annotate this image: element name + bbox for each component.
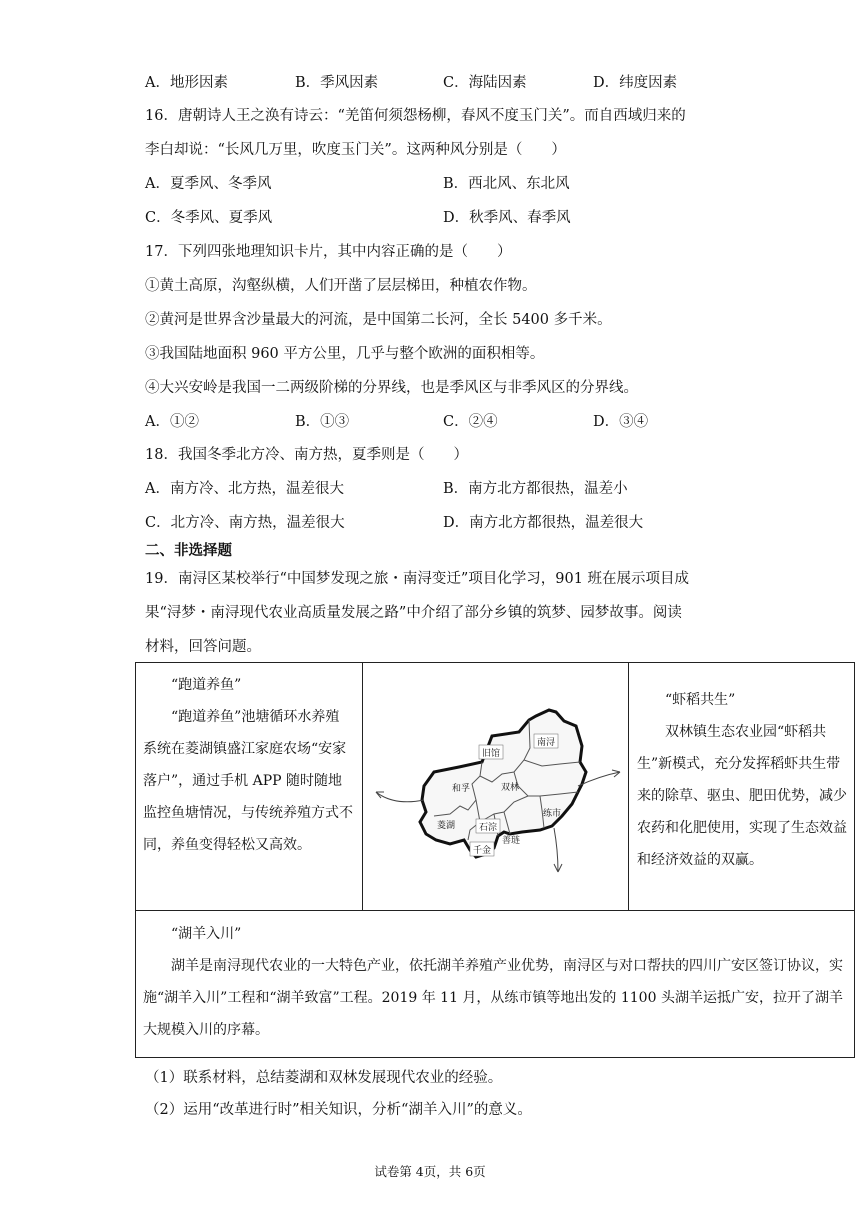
q18-option-a: A．南方冷、北方热，温差很大 [145,481,344,497]
left-cell-title: “跑道养鱼” [171,677,242,693]
q17-item-3: ③我国陆地面积 960 平方公里，几乎与整个欧洲的面积相等。 [145,346,545,362]
q15-option-a: A．地形因素 [145,75,228,91]
q16-option-d: D．秋季风、春季风 [443,210,571,226]
map-label-shuanglin: 双林 [500,783,520,793]
left-cell [143,669,353,861]
map-label-linghu: 菱湖 [436,821,456,831]
bottom-cell [143,918,848,1046]
table-divider [362,662,363,911]
q17-item-2: ②黄河是世界含沙量最大的河流，是中国第二长河，全长 5400 多千米。 [145,312,612,328]
right-cell [637,684,849,876]
map-label-hefu: 和孚 [451,784,471,794]
map-label-nanxun: 南浔 [536,738,556,748]
q17-option-a: A．①② [145,414,199,430]
map-label-lianshi: 练市 [542,809,562,819]
nanxun-map [364,664,626,909]
bottom-cell-text: 湖羊是南浔现代农业的一大特色产业，依托湖羊养殖产业优势，南浔区与对口帮扶的四川广安区签订协议，实施“湖羊入川”工程和“湖羊致富”工程。2019 年 11 月，从练市镇等地出发的 1100 头湖羊运抵广安，拉开了湖羊大规模入川的序幕。 [143,958,843,1038]
section-heading: 二、非选择题 [145,542,232,559]
q17-option-c: C．②④ [443,414,498,430]
q15-option-d: D．纬度因素 [593,75,678,91]
q19-subquestion-1: （1）联系材料，总结菱湖和双林发展现代农业的经验。 [145,1070,503,1086]
q19-stem-line1: 19．南浔区某校举行“中国梦发现之旅・南浔变迁”项目化学习，901 班在展示项目成 [145,571,690,587]
q17-item-4: ④大兴安岭是我国一二两级阶梯的分界线，也是季风区与非季风区的分界线。 [145,380,638,396]
q17-option-d: D．③④ [593,414,649,430]
q18-option-b: B．南方北方都很热，温差小 [443,481,628,497]
map-label-jiuguan: 旧馆 [481,749,501,759]
q19-subquestion-2: （2）运用“改革进行时”相关知识，分析“湖羊入川”的意义。 [145,1102,532,1118]
page-footer: 试卷第 4页，共 6页 [374,1164,486,1179]
q15-option-b: B．季风因素 [295,75,379,91]
map-label-shanlian: 善琏 [501,836,521,846]
q17-option-b: B．①③ [295,414,350,430]
table-divider [135,910,855,911]
q19-stem-line2: 果“浔梦・南浔现代农业高质量发展之路”中介绍了部分乡镇的筑梦、园梦故事。阅读 [145,605,682,621]
q16-stem-line2: 李白却说：“长风几万里，吹度玉门关”。这两种风分别是（ ） [145,142,566,158]
map-label-shicong: 石淙 [478,823,498,833]
q15-option-c: C．海陆因素 [443,75,527,91]
bottom-cell-title: “湖羊入川” [171,926,242,942]
left-cell-text: “跑道养鱼”池塘循环水养殖系统在菱湖镇盛江家庭农场“安家落户”，通过手机 APP 随时随地监控鱼塘情况，与传统养殖方式不同，养鱼变得轻松又高效。 [143,709,353,853]
q16-option-a: A．夏季风、冬季风 [145,176,272,192]
q16-stem-line1: 16．唐朝诗人王之涣有诗云：“羌笛何须怨杨柳，春风不度玉门关”。而自西域归来的 [145,108,686,124]
q17-stem: 17．下列四张地理知识卡片，其中内容正确的是（ ） [145,244,512,260]
q19-stem-line3: 材料，回答问题。 [145,639,261,655]
q17-item-1: ①黄土高原，沟壑纵横，人们开凿了层层梯田，种植农作物。 [145,278,537,294]
map-label-qianjin: 千金 [472,846,492,856]
q18-stem: 18．我国冬季北方冷、南方热，夏季则是（ ） [145,447,468,463]
right-cell-text: 双林镇生态农业园“虾稻共生”新模式，充分发挥稻虾共生带来的除草、驱虫、肥田优势，减少农药和化肥使用，实现了生态效益和经济效益的双赢。 [637,724,847,868]
q16-option-b: B．西北风、东北风 [443,176,570,192]
table-divider [628,662,629,911]
q18-option-c: C．北方冷、南方热，温差很大 [145,515,345,531]
q16-option-c: C．冬季风、夏季风 [145,210,273,226]
route-arrow-west [376,792,424,802]
q18-option-d: D．南方北方都很热，温差很大 [443,515,644,531]
right-cell-title: “虾稻共生” [665,692,736,708]
